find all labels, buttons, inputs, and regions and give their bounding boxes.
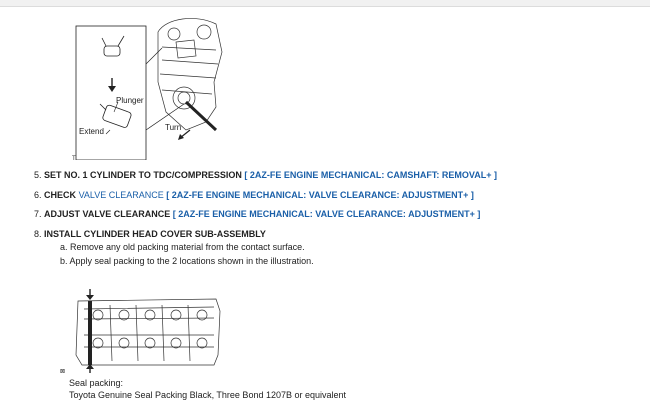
cylinder-head-illustration	[64, 285, 224, 373]
link-valve-clearance[interactable]: VALVE CLEARANCE	[78, 190, 164, 200]
step-7: 7. ADJUST VALVE CLEARANCE [ 2AZ-FE ENGINE MECHANICAL: VALVE CLEARANCE: ADJUSTMENT+ ]	[34, 209, 481, 219]
top-toolbar	[0, 0, 650, 7]
step-6: 6. CHECK VALVE CLEARANCE [ 2AZ-FE ENGINE MECHANICAL: VALVE CLEARANCE: ADJUSTMENT+ ]	[34, 190, 474, 200]
figure-code: T	[72, 156, 76, 162]
tensioner-illustration	[66, 12, 226, 160]
extend-label: Extend	[79, 127, 104, 136]
link-valve-clearance-adjustment-2[interactable]: [ 2AZ-FE ENGINE MECHANICAL: VALVE CLEARANCE: ADJUSTMENT+ ]	[172, 209, 481, 219]
substep-b: b. Apply seal packing to the 2 locations shown in the illustration.	[60, 256, 314, 266]
turn-label: Turn	[165, 123, 182, 132]
link-camshaft-removal[interactable]: [ 2AZ-FE ENGINE MECHANICAL: CAMSHAFT: REMOVAL+ ]	[244, 170, 497, 180]
seal-packing-note	[69, 377, 346, 401]
seal-label: Seal packing:	[69, 378, 124, 388]
link-valve-clearance-adjustment[interactable]: [ 2AZ-FE ENGINE MECHANICAL: VALVE CLEARANCE: ADJUSTMENT+ ]	[166, 190, 474, 200]
figure-code-2: ⊠	[60, 369, 66, 375]
step-8: 8. INSTALL CYLINDER HEAD COVER SUB-ASSEMBLY	[34, 229, 266, 239]
seal-text: Toyota Genuine Seal Packing Black, Three Bond 1207B or equivalent	[69, 390, 347, 400]
plunger-label: Plunger	[116, 96, 144, 105]
substep-a: a. Remove any old packing material from the contact surface.	[60, 242, 305, 252]
step-5: 5. SET NO. 1 CYLINDER TO TDC/COMPRESSION [ 2AZ-FE ENGINE MECHANICAL: CAMSHAFT: REMOVAL+ ]	[34, 170, 497, 180]
